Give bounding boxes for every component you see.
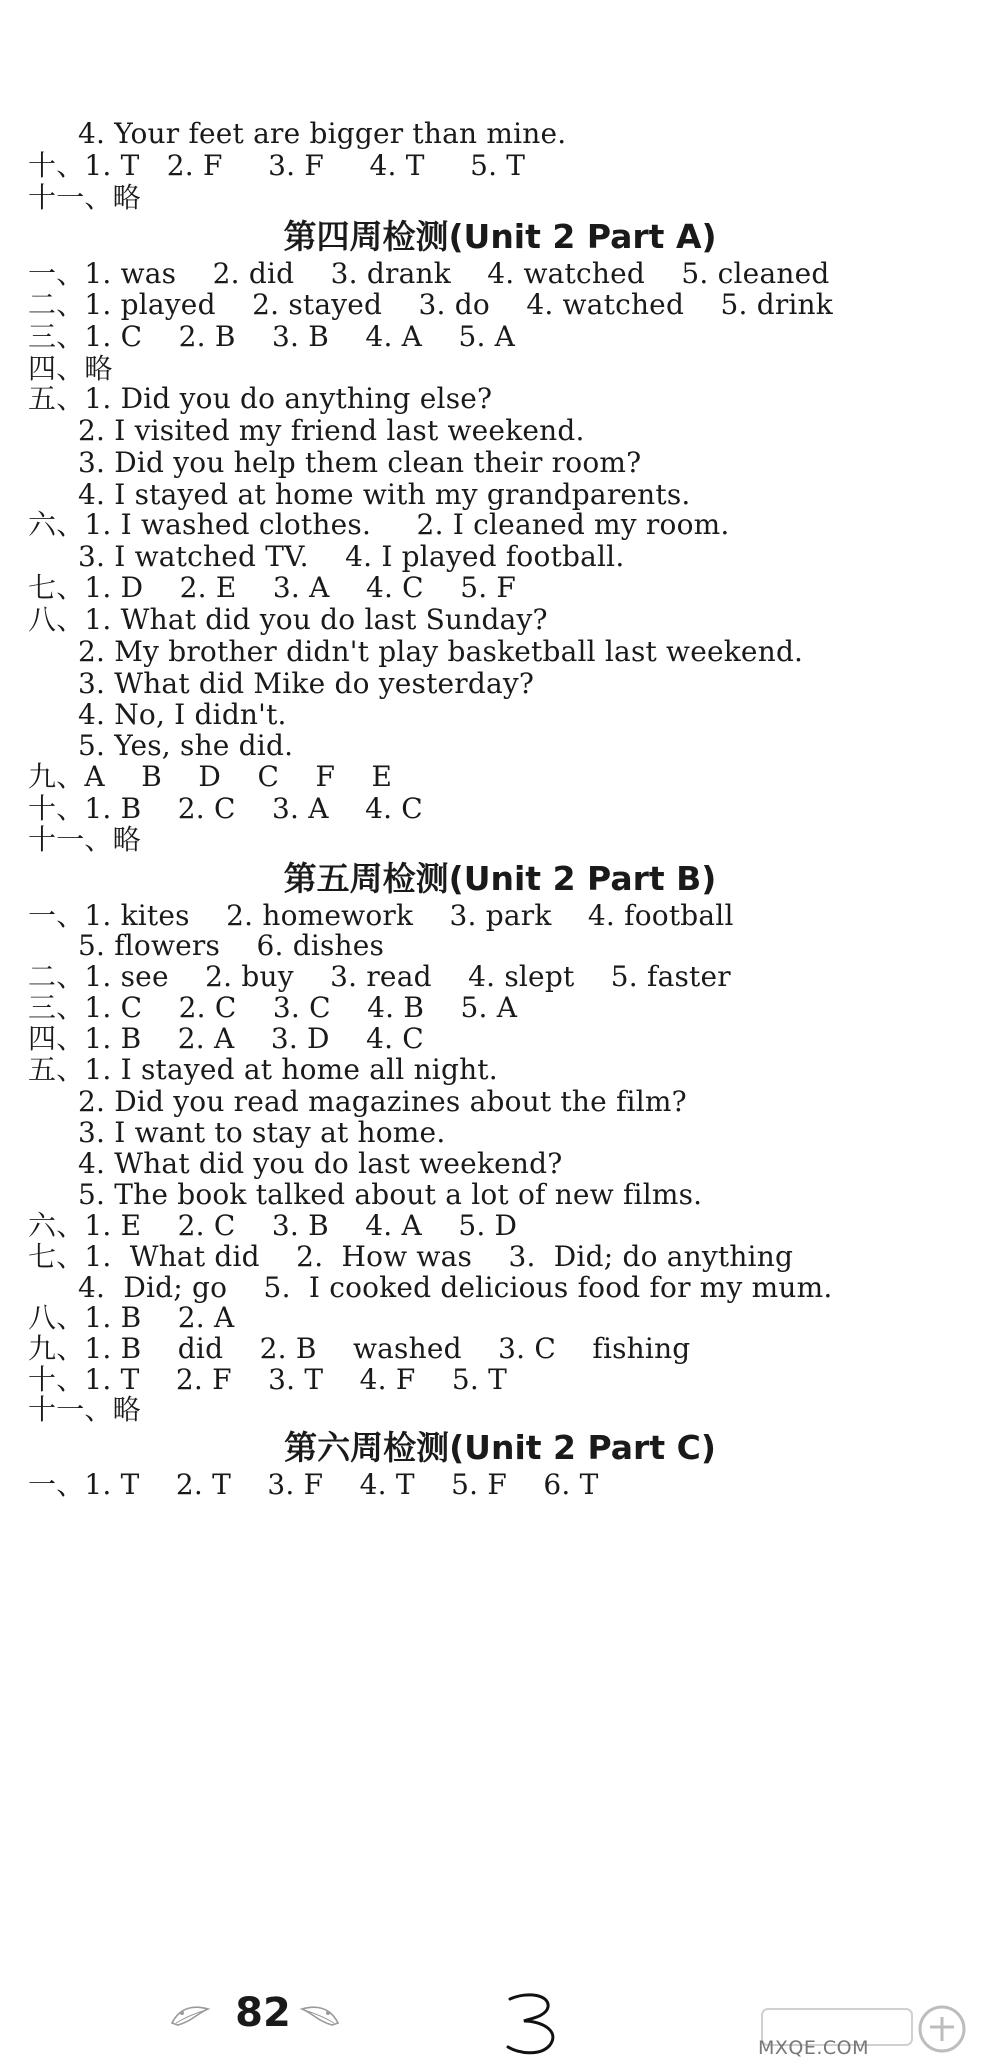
answer-line: 4. I stayed at home with my grandparents. bbox=[78, 478, 691, 511]
leaf-ornament-left-icon bbox=[168, 2001, 212, 2031]
answer-line: 二、1. played 2. stayed 3. do 4. watched 5. drink bbox=[28, 288, 833, 321]
answer-line: 四、略 bbox=[28, 352, 113, 385]
answer-line: 2. I visited my friend last weekend. bbox=[78, 414, 585, 447]
answer-line: 十、1. B 2. C 3. A 4. C bbox=[28, 792, 423, 825]
answer-line: 三、1. C 2. B 3. B 4. A 5. A bbox=[28, 320, 516, 353]
answer-line: 十、1. T 2. F 3. T 4. F 5. T bbox=[28, 1363, 507, 1396]
answer-line: 四、1. B 2. A 3. D 4. C bbox=[28, 1022, 424, 1055]
answer-line: 5. flowers 6. dishes bbox=[78, 929, 385, 962]
watermark-text: MXQE.COM bbox=[758, 2037, 870, 2059]
answer-line: 4. What did you do last weekend? bbox=[78, 1147, 563, 1180]
answer-line: 十一、略 bbox=[28, 181, 141, 214]
answer-line: 4. Your feet are bigger than mine. bbox=[78, 117, 567, 150]
answer-line: 八、1. B 2. A bbox=[28, 1301, 235, 1334]
section-heading: 第六周检测(Unit 2 Part C) bbox=[284, 1428, 716, 1467]
answer-line: 九、1. B did 2. B washed 3. C fishing bbox=[28, 1332, 691, 1365]
answer-line: 4. No, I didn't. bbox=[78, 698, 287, 731]
answer-line: 十一、略 bbox=[28, 823, 141, 856]
answer-line: 八、1. What did you do last Sunday? bbox=[28, 603, 548, 636]
answer-line: 十一、略 bbox=[28, 1393, 141, 1426]
answer-line: 六、1. I washed clothes. 2. I cleaned my room. bbox=[28, 508, 730, 541]
answer-line: 5. Yes, she did. bbox=[78, 729, 294, 762]
handwritten-mark-3 bbox=[498, 1989, 570, 2059]
answer-line: 五、1. Did you do anything else? bbox=[28, 382, 493, 415]
answer-line: 3. Did you help them clean their room? bbox=[78, 446, 642, 479]
page-number: 82 bbox=[235, 1990, 291, 2036]
answer-line: 2. My brother didn't play basketball last weekend. bbox=[78, 635, 804, 668]
answer-line: 九、A B D C F E bbox=[28, 760, 393, 793]
page-footer bbox=[0, 1985, 1000, 2064]
answer-line: 一、1. kites 2. homework 3. park 4. football bbox=[28, 899, 734, 932]
answer-line: 3. I want to stay at home. bbox=[78, 1116, 446, 1149]
answer-line: 七、1. What did 2. How was 3. Did; do anything bbox=[28, 1240, 794, 1273]
answer-line: 3. I watched TV. 4. I played football. bbox=[78, 540, 625, 573]
section-heading: 第五周检测(Unit 2 Part B) bbox=[283, 859, 717, 898]
answer-line: 十、1. T 2. F 3. F 4. T 5. T bbox=[28, 149, 526, 182]
answer-line: 五、1. I stayed at home all night. bbox=[28, 1053, 498, 1086]
answer-line: 5. The book talked about a lot of new films. bbox=[78, 1178, 703, 1211]
answer-line: 一、1. T 2. T 3. F 4. T 5. F 6. T bbox=[28, 1468, 599, 1501]
section-heading: 第四周检测(Unit 2 Part A) bbox=[283, 217, 717, 256]
answer-line: 三、1. C 2. C 3. C 4. B 5. A bbox=[28, 991, 518, 1024]
answer-line: 一、1. was 2. did 3. drank 4. watched 5. cleaned bbox=[28, 257, 830, 290]
answer-line: 七、1. D 2. E 3. A 4. C 5. F bbox=[28, 571, 517, 604]
answer-line: 4. Did; go 5. I cooked delicious food for my mum. bbox=[78, 1271, 833, 1304]
answer-line: 六、1. E 2. C 3. B 4. A 5. D bbox=[28, 1209, 518, 1242]
leaf-ornament-right-icon bbox=[298, 2001, 342, 2031]
answer-line: 3. What did Mike do yesterday? bbox=[78, 667, 535, 700]
answer-line: 二、1. see 2. buy 3. read 4. slept 5. faster bbox=[28, 960, 731, 993]
answer-line: 2. Did you read magazines about the film? bbox=[78, 1085, 687, 1118]
